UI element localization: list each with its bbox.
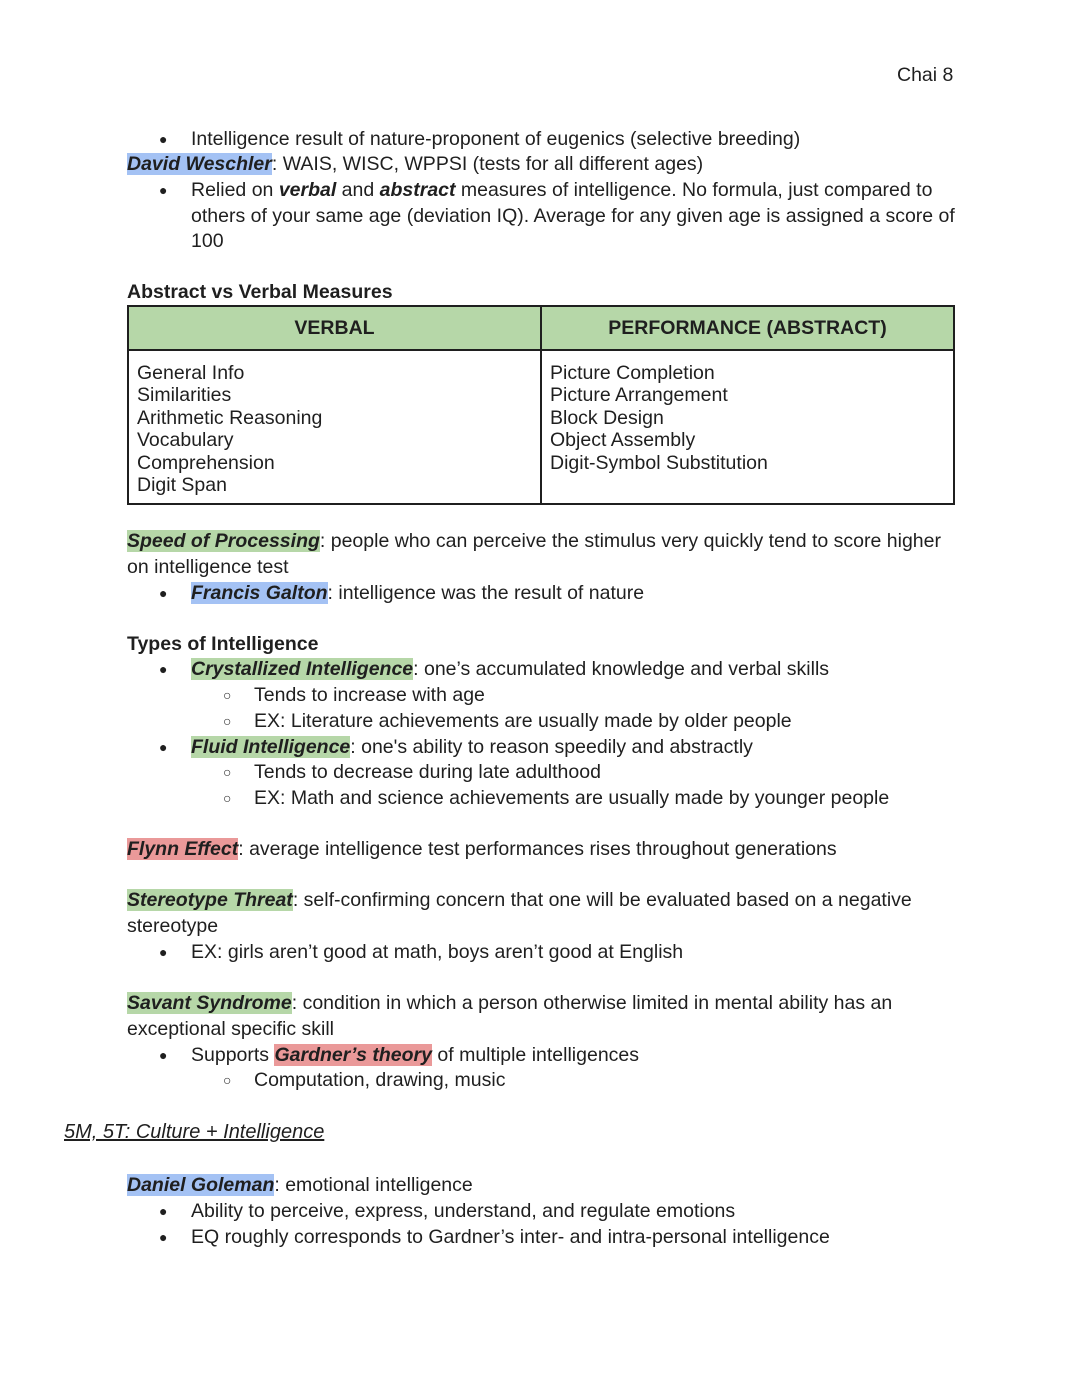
table-item: Digit-Symbol Substitution <box>550 451 768 474</box>
table-item: General Info <box>137 362 245 384</box>
speed-text: : people who can perceive the stimulus very quickly tend to score higher <box>319 530 941 552</box>
stereotype-term: Stereotype Threat <box>127 889 293 911</box>
table-item: Picture Arrangement <box>550 384 728 407</box>
stereotype-line2: stereotype <box>127 915 219 937</box>
crystallized-bullet <box>191 656 829 682</box>
weschler-bullet-line3: 100 <box>191 230 224 252</box>
stereotype-line1 <box>127 887 912 913</box>
table-item: Block Design <box>550 406 664 429</box>
weschler-term: David Weschler <box>127 153 272 175</box>
crystallized-text: : one’s accumulated knowledge and verbal skills <box>413 658 830 680</box>
fluid-text: : one's ability to reason speedily and abstractly <box>350 736 753 758</box>
stereotype-text: : self-confirming concern that one will be evaluated based on a negative <box>292 889 912 911</box>
savant-text: : condition in which a person otherwise limited in mental ability has an <box>291 992 893 1014</box>
bullet-icon: ● <box>159 1047 168 1063</box>
bullet-icon: ● <box>159 182 168 198</box>
bullet-icon: ● <box>159 1203 168 1219</box>
bullet-icon: ● <box>159 1229 168 1245</box>
text-fragment: Relied on <box>191 179 279 201</box>
fluid-sub-1: Tends to decrease during late adulthood <box>254 761 601 783</box>
gardner-term: Gardner’s theory <box>274 1044 432 1066</box>
savant-term: Savant Syndrome <box>127 992 292 1014</box>
speed-line1 <box>127 528 941 554</box>
crystallized-sub-1: Tends to increase with age <box>254 684 485 706</box>
savant-sub: Computation, drawing, music <box>254 1069 506 1091</box>
speed-line2: on intelligence test <box>127 556 289 578</box>
weschler-bullet-line2: others of your same age (deviation IQ). Average for any given age is assigned a score of <box>191 205 955 227</box>
table-item: Object Assembly <box>550 429 696 452</box>
circle-bullet-icon: ○ <box>223 764 232 780</box>
verbal-header: VERBAL <box>128 306 541 350</box>
weschler-text: : WAIS, WISC, WPPSI (tests for all different ages) <box>271 153 704 175</box>
goleman-bullet-1: Ability to perceive, express, understand, and regulate emotions <box>191 1200 736 1222</box>
table-item: Arithmetic Reasoning <box>137 406 323 429</box>
weschler-line <box>127 151 703 177</box>
fluid-term: Fluid Intelligence <box>191 736 351 758</box>
weschler-bullet-line1 <box>191 177 932 203</box>
crystallized-sub-2: EX: Literature achievements are usually made by older people <box>254 710 792 732</box>
table-item: Similarities <box>137 384 232 407</box>
circle-bullet-icon: ○ <box>223 713 232 729</box>
circle-bullet-icon: ○ <box>223 1072 232 1088</box>
text-fragment: measures of intelligence. No formula, just compared to <box>455 179 933 201</box>
text-fragment: Supports <box>191 1044 275 1066</box>
galton-term: Francis Galton <box>191 582 328 604</box>
verbal-cell <box>128 350 541 504</box>
speed-term: Speed of Processing <box>127 530 320 552</box>
performance-header: PERFORMANCE (ABSTRACT) <box>541 306 954 350</box>
galton-text: : intelligence was the result of nature <box>327 582 645 604</box>
flynn-line <box>127 836 837 862</box>
section-title: 5M, 5T: Culture + Intelligence <box>64 1121 325 1143</box>
savant-line2: exceptional specific skill <box>127 1018 335 1040</box>
verbal-emphasis: verbal <box>278 179 337 201</box>
bullet-icon: ● <box>159 739 168 755</box>
bullet-icon: ● <box>159 131 168 147</box>
fluid-bullet <box>191 734 753 760</box>
table-title: Abstract vs Verbal Measures <box>127 281 393 303</box>
goleman-line <box>127 1172 473 1198</box>
table-item: Picture Completion <box>550 362 715 384</box>
savant-line1 <box>127 990 892 1016</box>
abstract-emphasis: abstract <box>379 179 456 201</box>
savant-bullet <box>191 1042 639 1068</box>
flynn-term: Flynn Effect <box>127 838 239 860</box>
table-item: Vocabulary <box>137 429 234 452</box>
text-fragment: of multiple intelligences <box>431 1044 640 1066</box>
circle-bullet-icon: ○ <box>223 790 232 806</box>
text-fragment: and <box>336 179 380 201</box>
types-heading: Types of Intelligence <box>127 633 319 655</box>
table-item: Comprehension <box>137 451 275 474</box>
page-label: Chai 8 <box>897 64 954 86</box>
stereotype-bullet: EX: girls aren’t good at math, boys aren’t good at English <box>191 941 684 963</box>
goleman-text: : emotional intelligence <box>274 1174 473 1196</box>
goleman-term: Daniel Goleman <box>127 1174 275 1196</box>
goleman-bullet-2: EQ roughly corresponds to Gardner’s inter- and intra-personal intelligence <box>191 1226 830 1248</box>
bullet-icon: ● <box>159 585 168 601</box>
fluid-sub-2: EX: Math and science achievements are usually made by younger people <box>254 787 890 809</box>
bullet-icon: ● <box>159 661 168 677</box>
galton-bullet <box>191 580 644 606</box>
eugenics-bullet: Intelligence result of nature-proponent of eugenics (selective breeding) <box>191 128 801 150</box>
bullet-icon: ● <box>159 944 168 960</box>
circle-bullet-icon: ○ <box>223 687 232 703</box>
table-item: Digit Span <box>137 474 227 497</box>
measures-table <box>127 305 955 505</box>
performance-cell <box>541 350 954 504</box>
flynn-text: : average intelligence test performances rises throughout generations <box>238 838 837 860</box>
crystallized-term: Crystallized Intelligence <box>191 658 414 680</box>
